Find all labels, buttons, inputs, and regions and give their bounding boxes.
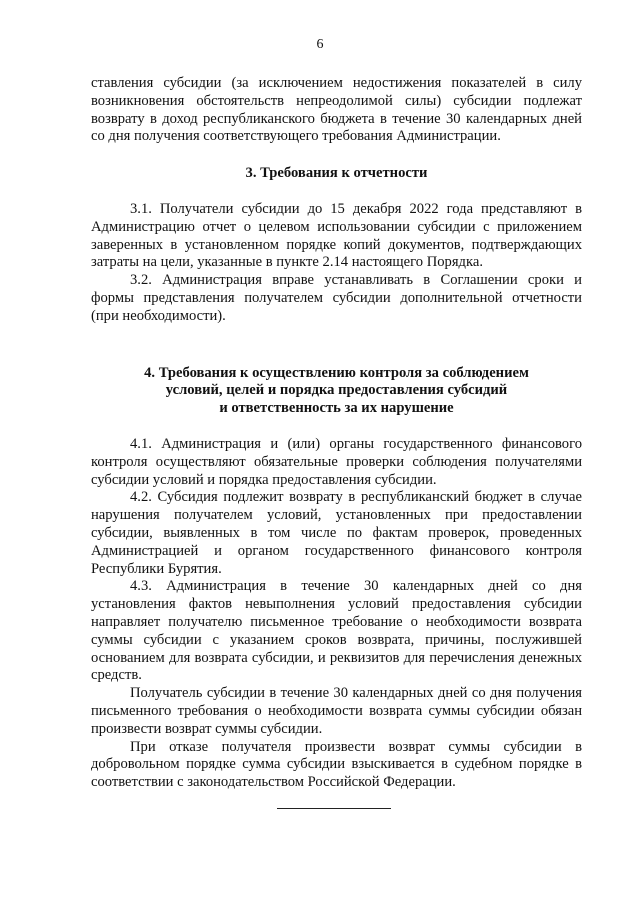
section-4-heading-block [91, 365, 582, 418]
page-number: 6 [316, 37, 324, 52]
paragraph-refusal: При отказе получателя произвести возврат суммы субсидии в добровольном порядке сумма субсидии взыскивается в судебном порядке в соответствии с законодательством Российской Федерации. [91, 738, 582, 791]
section-3-heading-block [91, 165, 582, 183]
paragraph-3-2: 3.2. Администрация вправе устанавливать в Соглашении сроки и формы представления получателем субсидии дополнительной отчетности (при необходимости). [91, 272, 582, 324]
section-4-heading-line: 4. Требования к осуществлению контроля за соблюдением [144, 364, 529, 381]
paragraph-3-1: 3.1. Получатели субсидии до 15 декабря 2022 года представляют в Администрацию отчет о целевом использовании субсидии с приложением заверенных в установленном порядке копий документов, подтверждающих затраты на цели, указанные в пункте 2.14 настоящего Порядка. [91, 200, 582, 271]
intro-paragraph: ставления субсидии (за исключением недостижения показателей в силу возникновения обстоятельств непреодолимой силы) субсидии подлежат возврату в доход республиканского бюджета в течение 30 календарных дней со дня получения соответствующего требования Администрации. [91, 75, 582, 145]
paragraph-4-2: 4.2. Субсидия подлежит возврату в республиканский бюджет в случае нарушения получателем условий, установленных при предоставлении субсидии, выявленных в том числе по фактам проверок, проведенных Администрацией и органом государственного финансового контроля Республики Бурятия. [91, 489, 582, 577]
section-4-heading-line: условий, целей и порядка предоставления субсидий [165, 382, 508, 399]
section-4-heading-line: и ответственность за их нарушение [219, 400, 454, 417]
section-4-heading [91, 365, 582, 418]
section-3-heading: 3. Требования к отчетности [245, 165, 428, 182]
closing-separator-line [277, 808, 391, 809]
paragraph-4-1: 4.1. Администрация и (или) органы государственного финансового контроля осуществляют обязательные проверки соблюдения получателями субсидии условий и порядка предоставления субсидии. [91, 435, 582, 488]
document-body [91, 75, 582, 792]
paragraph-4-3: 4.3. Администрация в течение 30 календарных дней со дня установления фактов невыполнения условий предоставления субсидии направляет получателю письменное требование о необходимости возврата суммы субсидии с указанием сроков возврата, причины, послужившей основанием для возврата субсидии, и реквизитов для перечисления денежных средств. [91, 578, 582, 684]
paragraph-recipient-obligation: Получатель субсидии в течение 30 календарных дней со дня получения письменного требования о необходимости возврата суммы субсидии обязан произвести возврат суммы субсидии. [91, 685, 582, 737]
